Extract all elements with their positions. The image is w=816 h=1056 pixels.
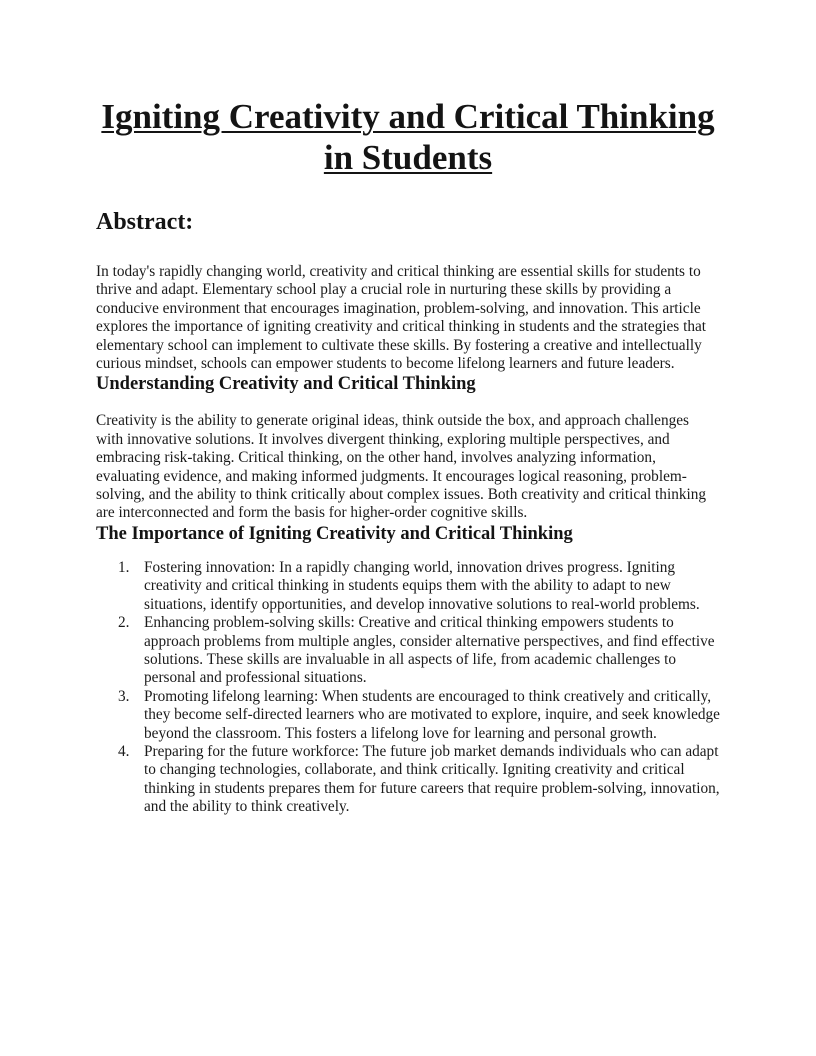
list-item-text: Enhancing problem-solving skills: Creative and critical thinking empowers students to approach problems from multiple angles, consider alternative perspectives, and find effective solutions. These skills are invaluable in all aspects of life, from academic challenges to personal and professional situations. [144, 614, 715, 687]
document-page [96, 96, 720, 817]
list-item [96, 743, 720, 817]
list-item [96, 688, 720, 743]
section-heading-importance: The Importance of Igniting Creativity and Critical Thinking [96, 523, 573, 544]
list-item [96, 614, 720, 688]
list-item-number: 4. [118, 742, 130, 760]
list-item-number: 2. [118, 614, 130, 632]
section-heading-understanding: Understanding Creativity and Critical Thinking [96, 374, 476, 395]
list-item [96, 559, 720, 614]
abstract-heading: Abstract: [96, 209, 194, 235]
list-item-number: 3. [118, 687, 130, 705]
abstract-paragraph: In today's rapidly changing world, creativity and critical thinking are essential skills for students to thrive and adapt. Elementary school play a crucial role in nurturing these skills by providing a conducive environment that encourages imagination, problem-solving, and innovation. This article explores the importance of igniting creativity and critical thinking in students and the strategies that elementary school can implement to cultivate these skills. By fostering a creative and intellectually curious mindset, schools can empower students to become lifelong learners and future leaders. [96, 263, 707, 373]
importance-list [96, 559, 720, 817]
section-paragraph-understanding: Creativity is the ability to generate original ideas, think outside the box, and approach challenges with innovative solutions. It involves divergent thinking, exploring multiple perspectives, and embracing risk-taking. Critical thinking, on the other hand, involves analyzing information, evaluating evidence, and making informed judgments. It encourages logical reasoning, problem-solving, and the ability to think critically about complex issues. Both creativity and critical thinking are interconnected and form the basis for higher-order cognitive skills. [96, 412, 707, 522]
list-item-text: Fostering innovation: In a rapidly changing world, innovation drives progress. Igniting creativity and critical thinking in students equips them with the ability to adapt to new situations, identify opportunities, and develop innovative solutions to real-world problems. [144, 558, 700, 613]
document-title: Igniting Creativity and Critical Thinking in Students [101, 97, 715, 177]
list-item-text: Promoting lifelong learning: When students are encouraged to think creatively and critically, they become self-directed learners who are motivated to explore, inquire, and seek knowledge beyond the classroom. This fosters a lifelong love for learning and personal growth. [144, 687, 720, 742]
list-item-number: 1. [118, 558, 130, 576]
list-item-text: Preparing for the future workforce: The future job market demands individuals who can adapt to changing technologies, collaborate, and think critically. Igniting creativity and critical thinking in students prepares them for future careers that require problem-solving, innovation, and the ability to think creatively. [144, 742, 720, 816]
